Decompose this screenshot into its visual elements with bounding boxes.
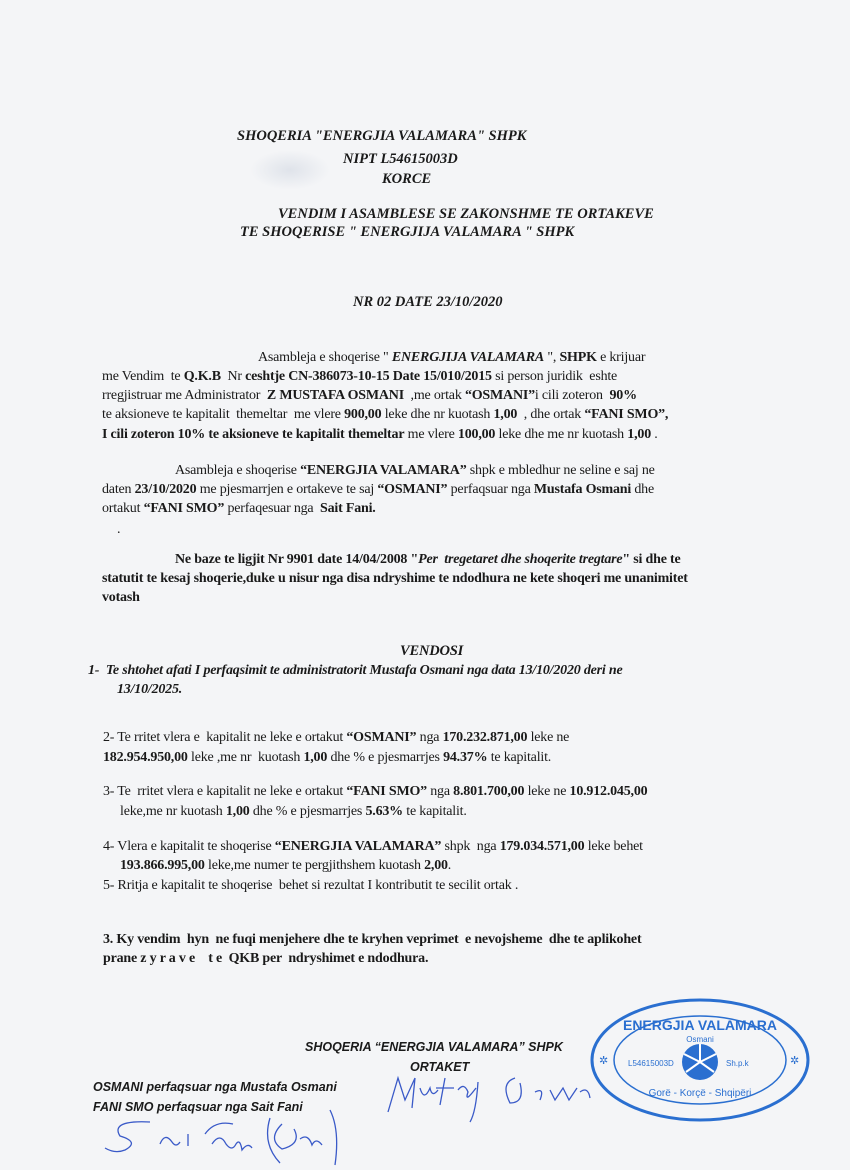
text-run: votash <box>102 590 140 605</box>
text-run: 182.954.950,00 <box>103 750 188 765</box>
text-run: e krijuar <box>596 350 646 365</box>
text-run: leke ,me nr kuotash <box>187 750 304 765</box>
text-run: 100,00 <box>457 427 496 442</box>
text-run: “ENERGJIA VALAMARA” <box>274 839 442 854</box>
sun-logo-icon <box>682 1044 718 1080</box>
text-run: te kapitalit. <box>402 804 467 819</box>
signature-sait-fani <box>105 1110 337 1165</box>
text-run: “FANI SMO”, <box>584 407 669 422</box>
text-run: 4- Vlera e kapitalit te shoqerise <box>103 839 275 854</box>
text-run: 1,00 <box>493 407 518 422</box>
text-run: 1,00 <box>303 750 328 765</box>
text-run: shpk e mbledhur ne seline e saj ne <box>466 463 655 478</box>
text-run: 8.801.700,00 <box>453 784 525 799</box>
text-run: leke ne <box>527 730 570 745</box>
partners-label: ORTAKET <box>410 1060 470 1074</box>
text-run: Mustafa Osmani <box>533 482 632 497</box>
text-run: . <box>447 858 452 873</box>
text-run: leke,me numer te pergjithshem kuotash <box>204 858 425 873</box>
text-run: ", <box>544 350 560 365</box>
text-run: dhe % e pjesmarrjes <box>249 804 366 819</box>
text-run: “ENERGJIA VALAMARA” <box>300 463 467 478</box>
text-run: Sait Fani. <box>320 501 376 516</box>
company-header: SHOQERIA "ENERGJIA VALAMARA" SHPK <box>237 128 527 144</box>
decision-number-date: NR 02 DATE 23/10/2020 <box>353 294 503 310</box>
text-run: SHPK <box>559 350 597 365</box>
text-run: I cili zoteron 10% te aksioneve te kapitalit themeltar <box>102 427 405 442</box>
text-run: shpk nga <box>441 839 500 854</box>
stamp-bottom-text: Gorë - Korçë - Shqipëri <box>648 1088 752 1099</box>
text-run: Asambleja e shoqerise " <box>258 350 392 365</box>
text-run: 193.866.995,00 <box>120 858 205 873</box>
text-run: nga <box>426 784 454 799</box>
text-run: 13/10/2025. <box>117 682 183 697</box>
text-run: ENERGJIJA VALAMARA <box>391 350 545 365</box>
title-line-2: TE SHOQERISE " ENERGJIJA VALAMARA " SHPK <box>240 224 575 240</box>
text-run: 1,00 <box>627 427 651 442</box>
text-run: 5.63% <box>365 804 403 819</box>
text-run: “FANI SMO” <box>346 784 427 799</box>
decision-heading: VENDOSI <box>400 643 464 659</box>
text-run: daten <box>102 482 135 497</box>
stray-dot: . <box>117 522 121 537</box>
text-run: 10.912.045,00 <box>569 784 648 799</box>
stamp-star-icon: ✲ <box>599 1055 609 1067</box>
text-run: “OSMANI” <box>377 482 448 497</box>
text-run: leke dhe nr kuotash <box>381 407 494 422</box>
text-run: 2,00 <box>424 858 448 873</box>
text-run: . <box>651 427 658 442</box>
text-run: 900,00 <box>344 407 382 422</box>
stamp-top-text: ENERGJIA VALAMARA <box>622 1017 778 1033</box>
text-run: nga <box>416 730 443 745</box>
text-run: me Vendim te <box>102 369 184 384</box>
stamp-nipt-text: L54615003D <box>628 1059 674 1068</box>
text-run: “OSMANI” <box>464 388 535 403</box>
text-run: Ne baze te ligjit Nr 9901 date 14/04/2008 " <box>175 552 419 567</box>
signature-mustafa-osmani <box>388 1078 590 1122</box>
text-run: me pjesmarrjen e ortakeve te saj <box>196 482 378 497</box>
text-run: perfaqsuar nga <box>447 482 534 497</box>
signature-company: SHOQERIA “ENERGJIA VALAMARA” SHPK <box>305 1040 563 1054</box>
text-run: leke,me nr kuotash <box>120 804 226 819</box>
text-run: 23/10/2020 <box>134 482 197 497</box>
text-run: 5- Rritja e kapitalit te shoqerise behet si rezultat I kontributit te secilit ortak . <box>103 878 519 893</box>
text-run: 3. Ky vendim hyn ne fuqi menjehere dhe te kryhen veprimet e nevojsheme dhe te aplikohet <box>103 932 642 947</box>
text-run: te kapitalit. <box>487 750 552 765</box>
text-run: Nr <box>220 369 246 384</box>
text-run: dhe % e pjesmarrjes <box>327 750 444 765</box>
text-run: , dhe ortak <box>517 407 585 422</box>
text-run: statutit te kesaj shoqerie,duke u nisur nga disa ndryshime te ndodhura ne kete shoqeri me unanimitet <box>102 571 688 586</box>
text-run: “OSMANI” <box>346 730 417 745</box>
text-run: ortakut <box>102 501 144 516</box>
text-run: Q.K.B <box>183 369 221 384</box>
city-header: KORCE <box>382 171 432 187</box>
stamp-star-icon: ✲ <box>790 1055 800 1067</box>
text-run: perfaqesuar nga <box>224 501 321 516</box>
text-run: " si dhe te <box>622 552 681 567</box>
stamp-shpk-text: Sh.p.k <box>726 1059 749 1068</box>
text-run: leke dhe me nr kuotash <box>495 427 628 442</box>
text-run: Asambleja e shoqerise <box>175 463 301 478</box>
text-run: leke behet <box>584 839 643 854</box>
text-run: me vlere <box>404 427 458 442</box>
text-run: 90% <box>609 388 637 403</box>
text-run: rregjistruar me Administrator <box>102 388 267 403</box>
text-run: 3- Te rritet vlera e kapitalit ne leke e ortakut <box>103 784 347 799</box>
text-run: 94.37% <box>443 750 488 765</box>
company-stamp <box>592 1000 808 1120</box>
text-run: Z MUSTAFA OSMANI <box>266 388 404 403</box>
text-run: 170.232.871,00 <box>442 730 528 745</box>
text-run: te aksioneve te kapitalit themeltar me vlere <box>102 407 345 422</box>
text-run: leke ne <box>524 784 570 799</box>
fani-representative: FANI SMO perfaqsuar nga Sait Fani <box>93 1100 303 1114</box>
text-run: Per tregetaret dhe shoqerite tregtare <box>418 552 623 567</box>
text-run: dhe <box>631 482 654 497</box>
text-run: i cili zoteron <box>534 388 610 403</box>
nipt-header: NIPT L54615003D <box>343 151 458 167</box>
text-run: prane z y r a v e t e QKB per ndryshimet e ndodhura. <box>103 951 429 966</box>
text-run: ceshtje CN-386073-10-15 Date 15/010/2015 <box>245 369 492 384</box>
text-run: si person juridik eshte <box>491 369 618 384</box>
text-run: 2- Te rritet vlera e kapitalit ne leke e ortakut <box>103 730 347 745</box>
stamp-inner-text: Osmani <box>686 1035 714 1044</box>
text-run: “FANI SMO” <box>143 501 225 516</box>
text-run: 1- Te shtohet afati I perfaqsimit te administratorit Mustafa Osmani nga data 13/10/2020 deri ne <box>88 663 623 678</box>
text-run: 179.034.571,00 <box>499 839 585 854</box>
title-line-1: VENDIM I ASAMBLESE SE ZAKONSHME TE ORTAKEVE <box>278 206 654 222</box>
text-run: ,me ortak <box>403 388 465 403</box>
text-run: 1,00 <box>225 804 250 819</box>
osmani-representative: OSMANI perfaqsuar nga Mustafa Osmani <box>93 1080 337 1094</box>
